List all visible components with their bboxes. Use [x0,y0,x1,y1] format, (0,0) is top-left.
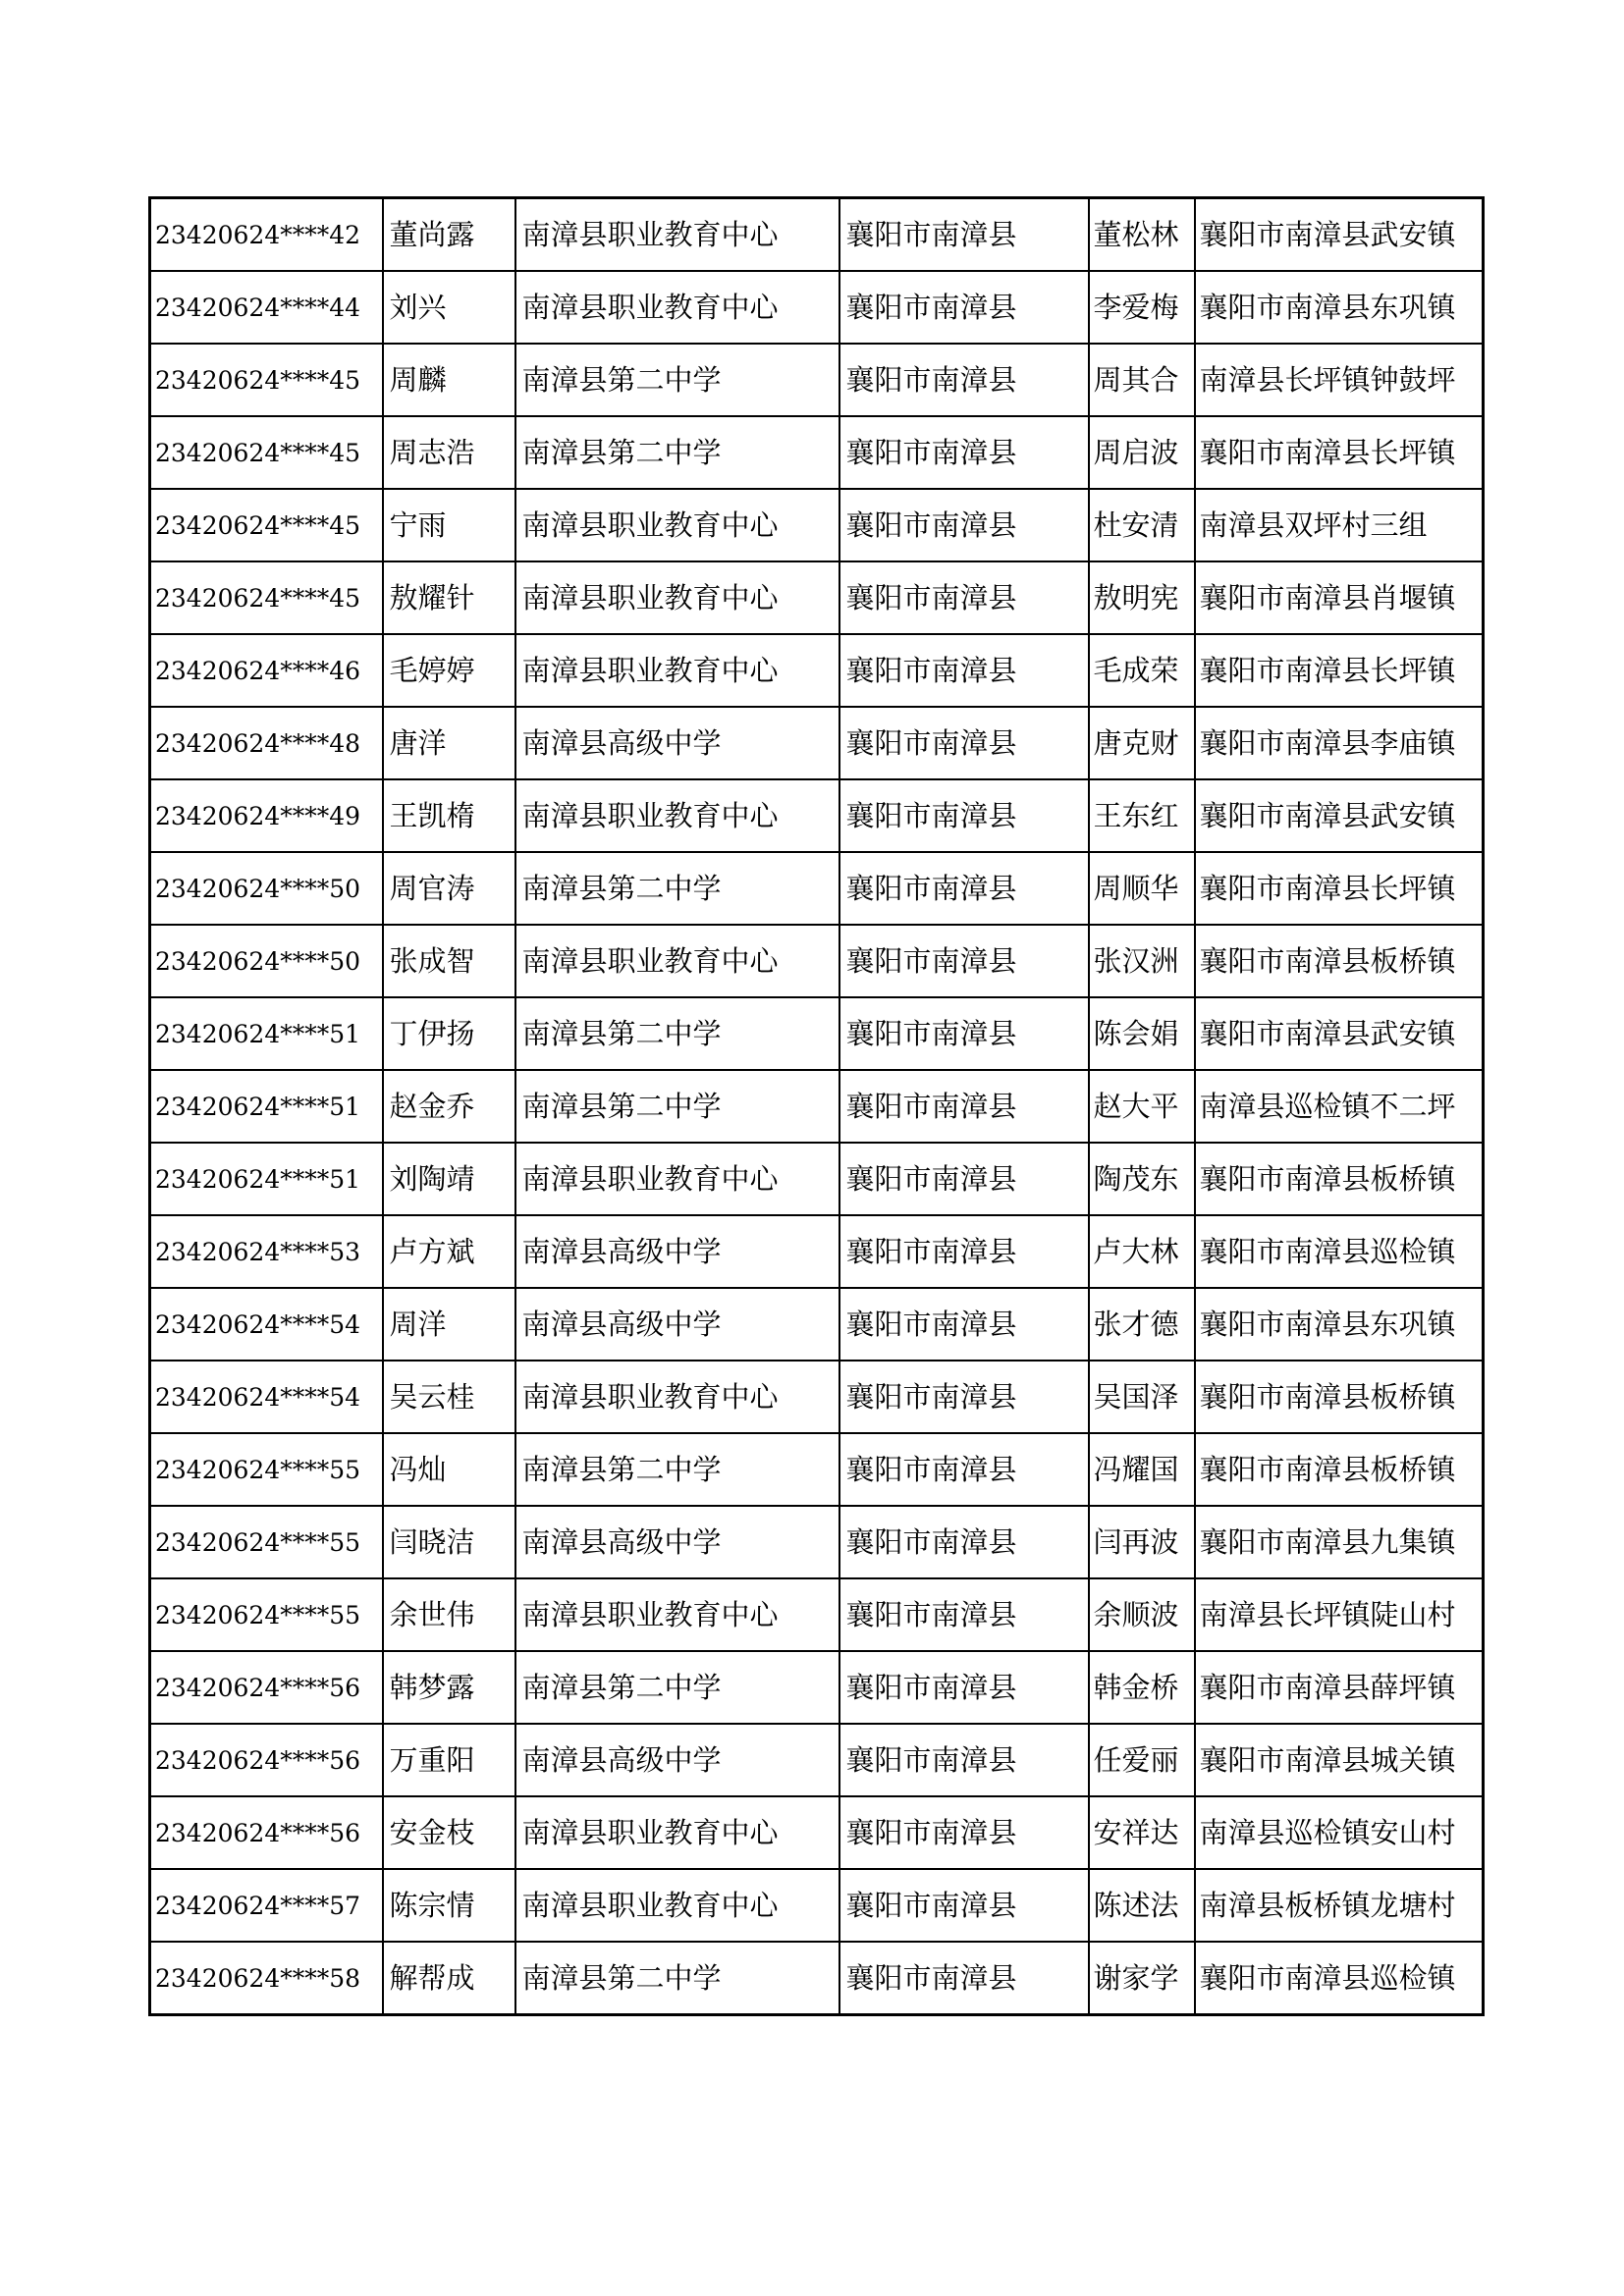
address-cell: 襄阳市南漳县板桥镇 [1195,1433,1484,1506]
table-row [150,1942,1484,2015]
id-cell: 23420624****53 [150,1215,383,1288]
id-cell: 23420624****50 [150,852,383,925]
student-name-cell: 冯灿 [383,1433,515,1506]
student-name-cell: 闫晓洁 [383,1506,515,1578]
address-cell: 襄阳市南漳县武安镇 [1195,779,1484,852]
id-cell: 23420624****54 [150,1288,383,1361]
guardian-name-cell: 毛成荣 [1089,634,1195,707]
student-name-cell: 张成智 [383,925,515,997]
school-cell: 南漳县高级中学 [515,707,839,779]
guardian-name-cell: 安祥达 [1089,1796,1195,1869]
table-row [150,344,1484,416]
table-row [150,1143,1484,1215]
address-cell: 南漳县板桥镇龙塘村 [1195,1869,1484,1942]
school-cell: 南漳县职业教育中心 [515,198,839,272]
school-cell: 南漳县高级中学 [515,1724,839,1796]
guardian-name-cell: 周其合 [1089,344,1195,416]
guardian-name-cell: 陈述法 [1089,1869,1195,1942]
table-row [150,1651,1484,1724]
guardian-name-cell: 卢大林 [1089,1215,1195,1288]
table-row [150,198,1484,272]
guardian-name-cell: 张才德 [1089,1288,1195,1361]
address-cell: 襄阳市南漳县李庙镇 [1195,707,1484,779]
school-cell: 南漳县高级中学 [515,1506,839,1578]
table-row [150,1578,1484,1651]
table-row [150,1288,1484,1361]
table-row [150,779,1484,852]
guardian-name-cell: 吴国泽 [1089,1361,1195,1433]
id-cell: 23420624****45 [150,489,383,561]
school-cell: 南漳县第二中学 [515,997,839,1070]
school-cell: 南漳县第二中学 [515,852,839,925]
id-cell: 23420624****54 [150,1361,383,1433]
student-name-cell: 董尚露 [383,198,515,272]
address-cell: 南漳县巡检镇不二坪 [1195,1070,1484,1143]
student-name-cell: 周官涛 [383,852,515,925]
id-cell: 23420624****45 [150,561,383,634]
guardian-name-cell: 张汉洲 [1089,925,1195,997]
city-cell: 襄阳市南漳县 [839,344,1089,416]
school-cell: 南漳县职业教育中心 [515,925,839,997]
id-cell: 23420624****55 [150,1506,383,1578]
guardian-name-cell: 董松林 [1089,198,1195,272]
id-cell: 23420624****56 [150,1651,383,1724]
city-cell: 襄阳市南漳县 [839,416,1089,489]
guardian-name-cell: 李爱梅 [1089,271,1195,344]
table-row [150,1724,1484,1796]
id-cell: 23420624****55 [150,1433,383,1506]
id-cell: 23420624****51 [150,1070,383,1143]
table-row [150,1433,1484,1506]
student-name-cell: 陈宗情 [383,1869,515,1942]
school-cell: 南漳县职业教育中心 [515,634,839,707]
id-cell: 23420624****51 [150,1143,383,1215]
table-row [150,852,1484,925]
city-cell: 襄阳市南漳县 [839,1288,1089,1361]
address-cell: 南漳县长坪镇钟鼓坪 [1195,344,1484,416]
school-cell: 南漳县第二中学 [515,1651,839,1724]
table-row [150,1869,1484,1942]
student-name-cell: 刘陶靖 [383,1143,515,1215]
id-cell: 23420624****42 [150,198,383,272]
table-row [150,634,1484,707]
guardian-name-cell: 韩金桥 [1089,1651,1195,1724]
city-cell: 襄阳市南漳县 [839,561,1089,634]
school-cell: 南漳县第二中学 [515,1433,839,1506]
city-cell: 襄阳市南漳县 [839,1433,1089,1506]
id-cell: 23420624****50 [150,925,383,997]
guardian-name-cell: 杜安清 [1089,489,1195,561]
city-cell: 襄阳市南漳县 [839,1361,1089,1433]
address-cell: 襄阳市南漳县九集镇 [1195,1506,1484,1578]
school-cell: 南漳县职业教育中心 [515,489,839,561]
city-cell: 襄阳市南漳县 [839,1143,1089,1215]
school-cell: 南漳县职业教育中心 [515,561,839,634]
address-cell: 襄阳市南漳县东巩镇 [1195,1288,1484,1361]
guardian-name-cell: 唐克财 [1089,707,1195,779]
id-cell: 23420624****46 [150,634,383,707]
id-cell: 23420624****55 [150,1578,383,1651]
school-cell: 南漳县第二中学 [515,1942,839,2015]
student-name-cell: 韩梦露 [383,1651,515,1724]
guardian-name-cell: 余顺波 [1089,1578,1195,1651]
city-cell: 襄阳市南漳县 [839,1724,1089,1796]
city-cell: 襄阳市南漳县 [839,1215,1089,1288]
student-name-cell: 周志浩 [383,416,515,489]
school-cell: 南漳县高级中学 [515,1288,839,1361]
city-cell: 襄阳市南漳县 [839,1869,1089,1942]
student-name-cell: 赵金乔 [383,1070,515,1143]
student-name-cell: 解帮成 [383,1942,515,2015]
city-cell: 襄阳市南漳县 [839,1578,1089,1651]
id-cell: 23420624****45 [150,416,383,489]
address-cell: 襄阳市南漳县长坪镇 [1195,852,1484,925]
id-cell: 23420624****58 [150,1942,383,2015]
school-cell: 南漳县职业教育中心 [515,1143,839,1215]
student-name-cell: 周麟 [383,344,515,416]
address-cell: 襄阳市南漳县巡检镇 [1195,1215,1484,1288]
table-row [150,925,1484,997]
guardian-name-cell: 王东红 [1089,779,1195,852]
student-name-cell: 刘兴 [383,271,515,344]
school-cell: 南漳县第二中学 [515,1070,839,1143]
address-cell: 南漳县长坪镇陡山村 [1195,1578,1484,1651]
table-row [150,1796,1484,1869]
address-cell: 襄阳市南漳县板桥镇 [1195,1143,1484,1215]
city-cell: 襄阳市南漳县 [839,198,1089,272]
table-row [150,561,1484,634]
school-cell: 南漳县高级中学 [515,1215,839,1288]
city-cell: 襄阳市南漳县 [839,1796,1089,1869]
city-cell: 襄阳市南漳县 [839,925,1089,997]
guardian-name-cell: 赵大平 [1089,1070,1195,1143]
school-cell: 南漳县职业教育中心 [515,271,839,344]
student-name-cell: 吴云桂 [383,1361,515,1433]
guardian-name-cell: 闫再波 [1089,1506,1195,1578]
address-cell: 襄阳市南漳县板桥镇 [1195,1361,1484,1433]
address-cell: 南漳县巡检镇安山村 [1195,1796,1484,1869]
guardian-name-cell: 敖明宪 [1089,561,1195,634]
table-row [150,489,1484,561]
student-name-cell: 宁雨 [383,489,515,561]
student-name-cell: 万重阳 [383,1724,515,1796]
school-cell: 南漳县第二中学 [515,416,839,489]
city-cell: 襄阳市南漳县 [839,779,1089,852]
city-cell: 襄阳市南漳县 [839,1651,1089,1724]
id-cell: 23420624****48 [150,707,383,779]
address-cell: 南漳县双坪村三组 [1195,489,1484,561]
guardian-name-cell: 任爱丽 [1089,1724,1195,1796]
student-name-cell: 安金枝 [383,1796,515,1869]
address-cell: 襄阳市南漳县武安镇 [1195,198,1484,272]
id-cell: 23420624****57 [150,1869,383,1942]
address-cell: 襄阳市南漳县板桥镇 [1195,925,1484,997]
address-cell: 襄阳市南漳县薛坪镇 [1195,1651,1484,1724]
table-row [150,997,1484,1070]
student-name-cell: 毛婷婷 [383,634,515,707]
city-cell: 襄阳市南漳县 [839,852,1089,925]
student-table-body [150,198,1484,2015]
city-cell: 襄阳市南漳县 [839,1942,1089,2015]
student-name-cell: 余世伟 [383,1578,515,1651]
guardian-name-cell: 陈会娟 [1089,997,1195,1070]
guardian-name-cell: 陶茂东 [1089,1143,1195,1215]
id-cell: 23420624****51 [150,997,383,1070]
table-row [150,1070,1484,1143]
id-cell: 23420624****56 [150,1724,383,1796]
school-cell: 南漳县第二中学 [515,344,839,416]
student-name-cell: 唐洋 [383,707,515,779]
id-cell: 23420624****49 [150,779,383,852]
school-cell: 南漳县职业教育中心 [515,1796,839,1869]
city-cell: 襄阳市南漳县 [839,489,1089,561]
address-cell: 襄阳市南漳县肖堰镇 [1195,561,1484,634]
city-cell: 襄阳市南漳县 [839,271,1089,344]
table-row [150,271,1484,344]
school-cell: 南漳县职业教育中心 [515,1869,839,1942]
student-name-cell: 周洋 [383,1288,515,1361]
guardian-name-cell: 周启波 [1089,416,1195,489]
table-row [150,1215,1484,1288]
guardian-name-cell: 周顺华 [1089,852,1195,925]
address-cell: 襄阳市南漳县长坪镇 [1195,416,1484,489]
table-row [150,707,1484,779]
city-cell: 襄阳市南漳县 [839,634,1089,707]
student-name-cell: 卢方斌 [383,1215,515,1288]
guardian-name-cell: 冯耀国 [1089,1433,1195,1506]
id-cell: 23420624****56 [150,1796,383,1869]
student-name-cell: 敖耀针 [383,561,515,634]
table-row [150,416,1484,489]
student-table [148,196,1485,2016]
table-row [150,1506,1484,1578]
id-cell: 23420624****45 [150,344,383,416]
city-cell: 襄阳市南漳县 [839,1070,1089,1143]
city-cell: 襄阳市南漳县 [839,997,1089,1070]
table-row [150,1361,1484,1433]
address-cell: 襄阳市南漳县长坪镇 [1195,634,1484,707]
address-cell: 襄阳市南漳县巡检镇 [1195,1942,1484,2015]
student-name-cell: 丁伊扬 [383,997,515,1070]
city-cell: 襄阳市南漳县 [839,707,1089,779]
school-cell: 南漳县职业教育中心 [515,1578,839,1651]
id-cell: 23420624****44 [150,271,383,344]
address-cell: 襄阳市南漳县城关镇 [1195,1724,1484,1796]
guardian-name-cell: 谢家学 [1089,1942,1195,2015]
address-cell: 襄阳市南漳县东巩镇 [1195,271,1484,344]
address-cell: 襄阳市南漳县武安镇 [1195,997,1484,1070]
school-cell: 南漳县职业教育中心 [515,1361,839,1433]
city-cell: 襄阳市南漳县 [839,1506,1089,1578]
school-cell: 南漳县职业教育中心 [515,779,839,852]
student-name-cell: 王凯楕 [383,779,515,852]
